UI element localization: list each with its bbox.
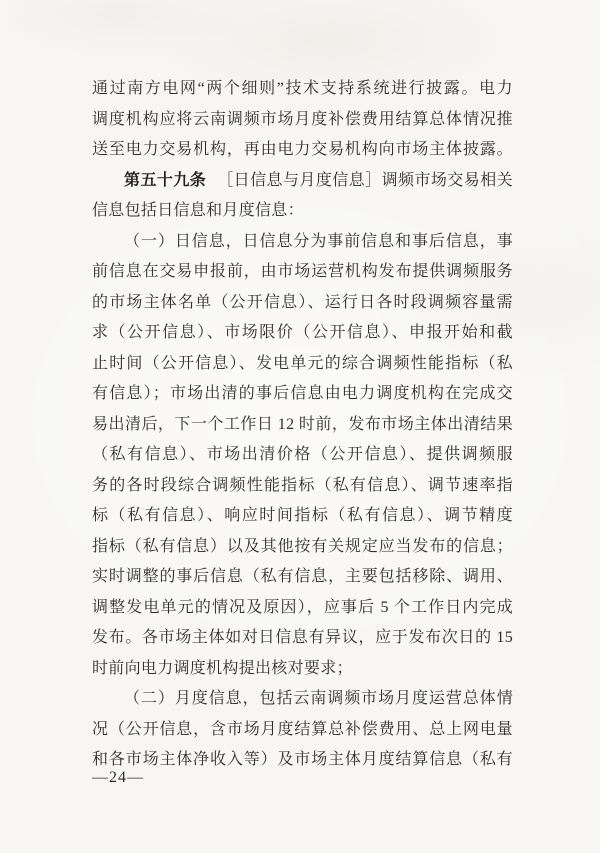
document-line: （一）日信息，日信息分为事前信息和事后信息，事 [124, 232, 513, 250]
document-line: （私有信息）、市场出清价格（公开信息）、提供调频服 [92, 446, 513, 463]
document-line: 的市场主体名单（公开信息）、运行日各时段调频容量需 [92, 293, 513, 311]
document-line: 调整发电单元的情况及原因），应事后 5 个工作日内完成 [92, 598, 513, 616]
document-line-article-heading [92, 166, 513, 197]
document-line: 前信息在交易申报前，由市场运营机构发布提供调频服务 [92, 263, 513, 280]
document-line: 和各市场主体净收入等）及市场主体月度结算信息（私有 [92, 751, 513, 768]
document-line: 送至电力交易机构，再由电力交易机构向市场主体披露。 [92, 141, 513, 158]
document-line: 有信息）；市场出清的事后信息由电力调度机构在完成交 [92, 385, 513, 402]
document-line: 求（公开信息）、市场限价（公开信息）、申报开始和截 [92, 324, 513, 341]
document-line: 况（公开信息，含市场月度结算总补偿费用、总上网电量 [92, 720, 513, 738]
document-line: 发布。各市场主体如对日信息有异议，应于发布次日的 15 [92, 629, 513, 646]
document-line: 止时间（公开信息）、发电单元的综合调频性能指标（私 [92, 354, 513, 372]
document-line: 信息包括日信息和月度信息： [92, 202, 304, 219]
document-line: 调度机构应将云南调频市场月度补偿费用结算总体情况推 [92, 110, 513, 128]
document-line: 通过南方电网“两个细则”技术支持系统进行披露。电力 [92, 80, 513, 97]
document-line: 指标（私有信息）以及其他按有关规定应当发布的信息； [92, 537, 513, 555]
page-number: —24— [92, 769, 144, 786]
article-heading-rest: ［日信息与月度信息］调频市场交易相关 [217, 171, 513, 189]
document-line: 易出清后，下一个工作日 12 时前，发布市场主体出清结果 [92, 415, 513, 433]
document-line: 实时调整的事后信息（私有信息，主要包括移除、调用、 [92, 568, 513, 585]
document-line: （二）月度信息，包括云南调频市场月度运营总体情 [124, 690, 513, 707]
document-line: 务的各时段综合调频性能指标（私有信息）、调节速率指 [92, 476, 513, 494]
document-line: 时前向电力调度机构提出核对要求； [92, 659, 353, 677]
article-number: 第五十九条 [124, 171, 207, 189]
document-line: 标（私有信息）、响应时间指标（私有信息）、调节精度 [92, 507, 513, 524]
document-text-block [92, 74, 513, 776]
